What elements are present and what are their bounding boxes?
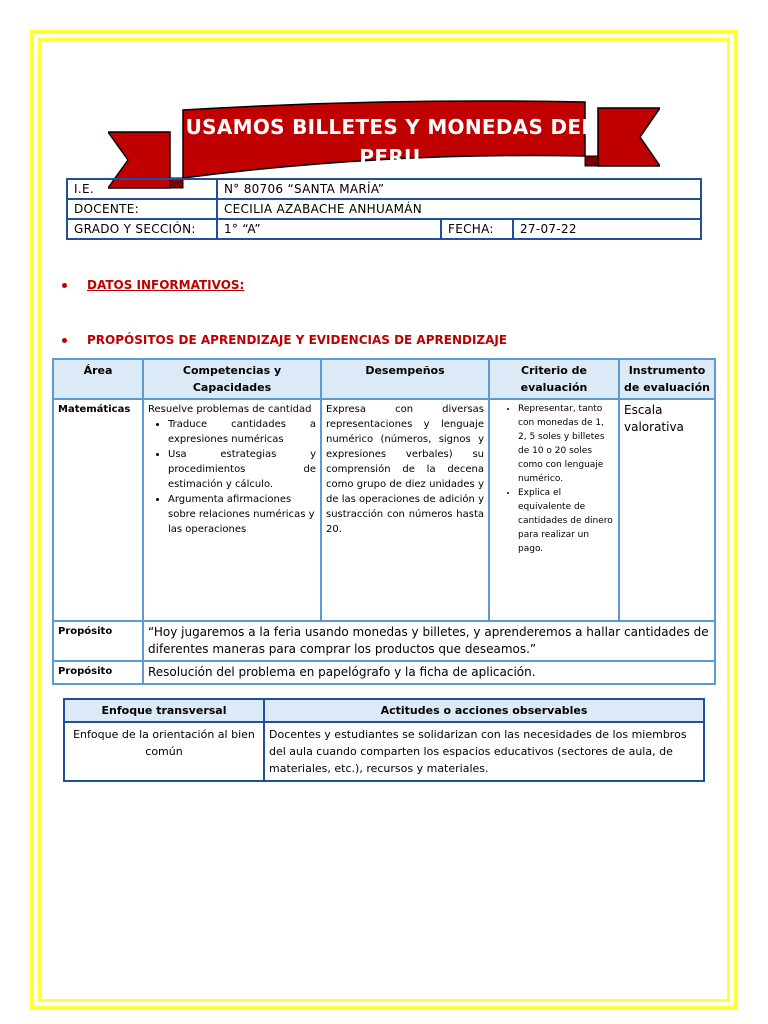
bullet-dot bbox=[62, 283, 67, 288]
list-item: • Usa estrategias y procedimientos de estimación y cálculo. bbox=[168, 447, 316, 492]
learning-table bbox=[52, 358, 716, 685]
list-item: • Representar, tanto con monedas de 1, 2, 5 soles y billetes de 10 o 20 soles como con lenguaje numérico. bbox=[518, 402, 614, 486]
fecha-value: 27-07-22 bbox=[513, 219, 701, 239]
instrumento-cell: Escala valorativa bbox=[619, 399, 715, 621]
grado-value: 1° “A” bbox=[217, 219, 441, 239]
proposito-label: Propósito bbox=[53, 621, 143, 661]
criterio-cell bbox=[489, 399, 619, 621]
area-cell: Matemáticas bbox=[53, 399, 143, 621]
section-heading-datos bbox=[62, 278, 244, 292]
criterios-list bbox=[494, 402, 614, 556]
capacidades-list bbox=[148, 417, 316, 537]
docente-label: DOCENTE: bbox=[67, 199, 217, 219]
list-item: • Traduce cantidades a expresiones numéricas bbox=[168, 417, 316, 447]
desempeno-cell: Expresa con diversas representaciones y lenguaje numérico (números, signos y expresiones verbales) su comprensión de la decena como grupo de diez unidades y de las operaciones de adición y sustracción con números hasta 20. bbox=[321, 399, 489, 621]
section-heading-propositos bbox=[62, 333, 507, 347]
ie-value: N° 80706 “SANTA MARÍA” bbox=[217, 179, 701, 199]
header-actitudes: Actitudes o acciones observables bbox=[264, 699, 704, 722]
enfoque-table bbox=[63, 698, 705, 782]
header-competencias: Competencias y Capacidades bbox=[143, 359, 321, 399]
header-desempenos: Desempeños bbox=[321, 359, 489, 399]
heading-label: PROPÓSITOS DE APRENDIZAJE Y EVIDENCIAS DE APRENDIZAJE bbox=[87, 333, 508, 347]
header-criterio: Criterio de evaluación bbox=[489, 359, 619, 399]
fecha-label: FECHA: bbox=[441, 219, 513, 239]
evidencia-text: Resolución del problema en papelógrafo y la ficha de aplicación. bbox=[143, 661, 715, 684]
list-item: • Argumenta afirmaciones sobre relaciones numéricas y las operaciones bbox=[168, 492, 316, 537]
enfoque-cell: Enfoque de la orientación al bien común bbox=[64, 722, 264, 781]
list-item: • Explica el equivalente de cantidades de dinero para realizar un pago. bbox=[518, 486, 614, 556]
header-instrumento: Instrumento de evaluación bbox=[619, 359, 715, 399]
header-enfoque: Enfoque transversal bbox=[64, 699, 264, 722]
page-title: USAMOS BILLETES Y MONEDAS DEL PERU bbox=[185, 115, 595, 169]
competencia-intro: Resuelve problemas de cantidad bbox=[148, 404, 312, 415]
heading-label: DATOS INFORMATIVOS: bbox=[87, 278, 245, 292]
proposito-text: “Hoy jugaremos a la feria usando monedas y billetes, y aprenderemos a hallar cantidades de diferentes maneras para comprar los productos que deseamos.” bbox=[143, 621, 715, 661]
competencias-cell bbox=[143, 399, 321, 621]
docente-value: CECILIA AZABACHE ANHUAMÁN bbox=[217, 199, 701, 219]
bullet-dot bbox=[62, 338, 67, 343]
actitudes-cell: Docentes y estudiantes se solidarizan con las necesidades de los miembros del aula cuando comparten los espacios educativos (sectores de aula, de materiales, etc.), recursos y materiales. bbox=[264, 722, 704, 781]
evidencia-label: Propósito bbox=[53, 661, 143, 684]
header-area: Área bbox=[53, 359, 143, 399]
ie-label: I.E. bbox=[67, 179, 217, 199]
info-table bbox=[66, 178, 702, 240]
grado-label: GRADO Y SECCIÓN: bbox=[67, 219, 217, 239]
